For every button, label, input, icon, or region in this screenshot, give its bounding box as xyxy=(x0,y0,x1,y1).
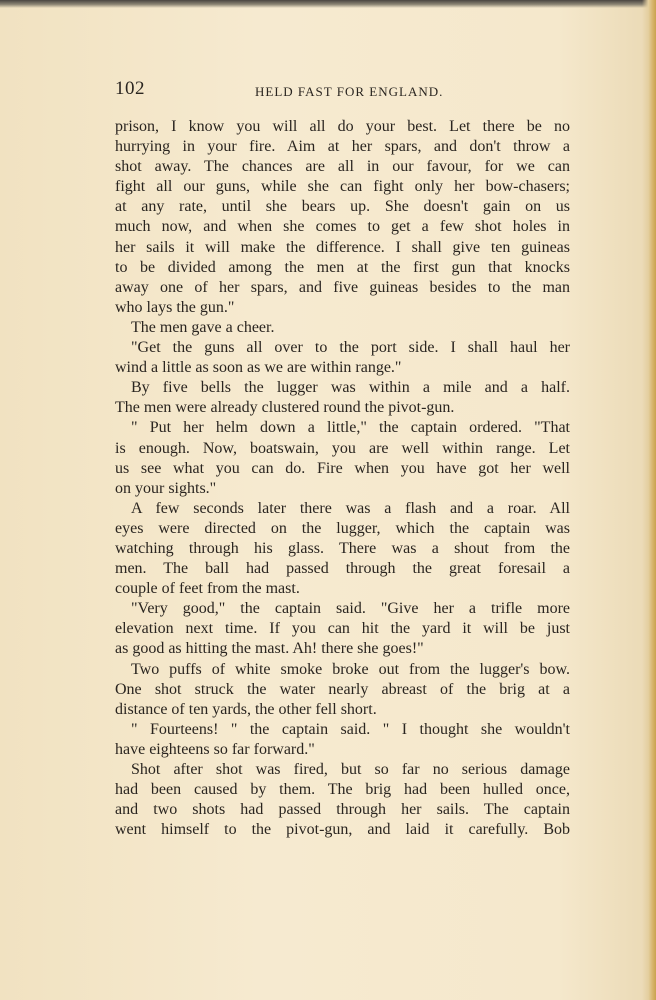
text-line: elevation next time. If you can hit the yard it will be just xyxy=(115,620,570,638)
text-line: have eighteens so far forward." xyxy=(115,740,315,758)
text-line: went himself to the pivot-gun, and laid it carefully. Bob xyxy=(115,821,570,839)
text-line: her sails it will make the difference. I shall give ten guineas xyxy=(115,238,570,256)
text-line: A few seconds later there was a flash and a roar. All xyxy=(131,499,570,517)
running-title: HELD FAST FOR ENGLAND. xyxy=(255,84,444,99)
text-line: men. The ball had passed through the great foresail a xyxy=(115,560,570,578)
text-line: eyes were directed on the lugger, which the captain was xyxy=(115,519,570,537)
text-line: and two shots had passed through her sails. The captain xyxy=(115,801,570,819)
text-line: "Get the guns all over to the port side. I shall haul her xyxy=(131,339,570,357)
text-line: watching through his glass. There was a shout from the xyxy=(115,539,570,557)
text-line: The men were already clustered round the pivot-gun. xyxy=(115,399,455,417)
text-line: who lays the gun." xyxy=(115,298,235,316)
text-line: One shot struck the water nearly abreast of the brig at a xyxy=(115,680,570,698)
text-line: "Very good," the captain said. "Give her a trifle more xyxy=(131,600,570,618)
text-line: shot away. The chances are all in our favour, for we can xyxy=(115,158,570,176)
text-line: fight all our guns, while she can fight only her bow-chasers; xyxy=(115,178,570,196)
text-line: away one of her spars, and five guineas besides to the man xyxy=(115,278,570,296)
text-line: is enough. Now, boatswain, you are well within range. Let xyxy=(115,439,570,457)
page-top-edge xyxy=(0,0,656,8)
text-line: By five bells the lugger was within a mile and a half. xyxy=(131,379,570,397)
text-line: Shot after shot was fired, but so far no serious damage xyxy=(131,761,570,778)
text-line: at any rate, until she bears up. She doesn't gain on us xyxy=(115,198,570,216)
text-line: " Fourteens! " the captain said. " I thought she wouldn't xyxy=(131,720,570,738)
text-line: us see what you can do. Fire when you have got her well xyxy=(115,459,570,477)
text-line: to be divided among the men at the first gun that knocks xyxy=(115,258,570,276)
text-line: had been caused by them. The brig had been hulled once, xyxy=(115,781,570,799)
text-line: as good as hitting the mast. Ah! there she goes!" xyxy=(115,640,424,658)
text-line: on your sights." xyxy=(115,479,217,497)
text-line: couple of feet from the mast. xyxy=(115,580,300,598)
text-line: much now, and when she comes to get a few shot holes in xyxy=(115,218,570,236)
page-number: 102 xyxy=(115,78,145,99)
text-line: distance of ten yards, the other fell short. xyxy=(115,700,377,718)
text-line: The men gave a cheer. xyxy=(131,318,275,336)
page-right-edge xyxy=(642,0,656,1000)
text-line: wind a little as soon as we are within range." xyxy=(115,359,402,377)
text-line: prison, I know you will all do your best. Let there be no xyxy=(115,118,570,135)
text-line: " Put her helm down a little," the captain ordered. "That xyxy=(131,419,570,437)
text-line: hurrying in your fire. Aim at her spars, and don't throw a xyxy=(115,138,570,156)
text-line: Two puffs of white smoke broke out from the lugger's bow. xyxy=(131,660,570,678)
body-text xyxy=(115,117,570,840)
page-header xyxy=(115,78,570,104)
